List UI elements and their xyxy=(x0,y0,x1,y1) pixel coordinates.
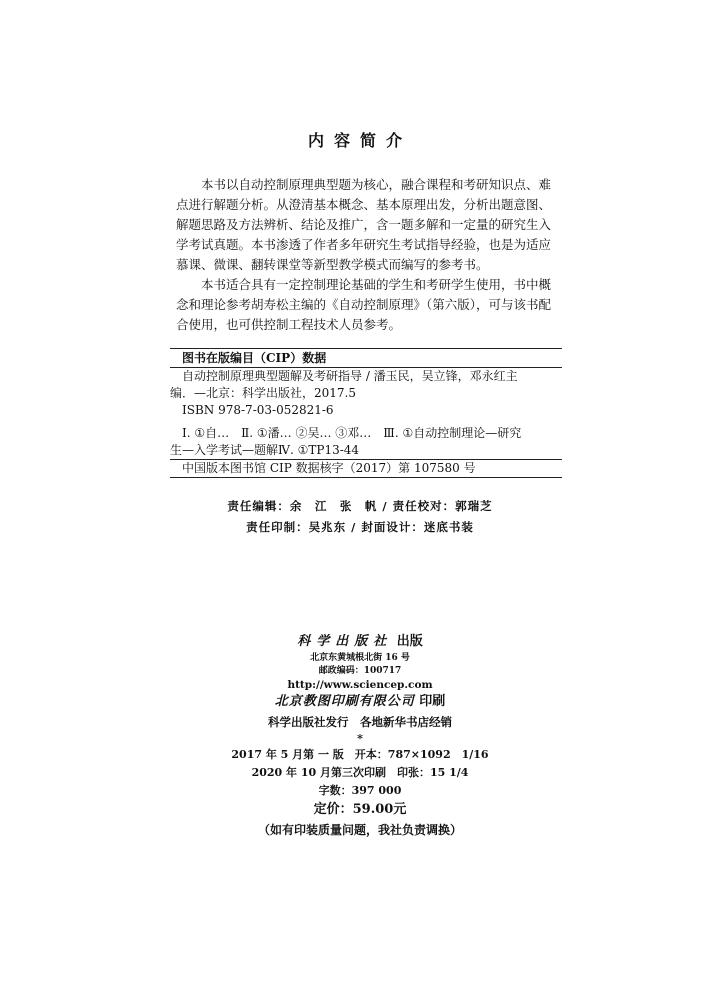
price: 定价：59.00元 xyxy=(313,802,407,817)
summary-body xyxy=(176,175,560,335)
publisher-name: 科学出版社 xyxy=(297,634,393,649)
publisher-line xyxy=(0,632,720,652)
cip-heading: 图书在版编目（CIP）数据 xyxy=(182,351,327,365)
cip-bottom-rule xyxy=(170,477,562,478)
publisher-address: 北京东黄城根北街 16 号 xyxy=(310,653,410,663)
printer-name: 北京教图印刷有限公司 xyxy=(274,694,415,709)
edition-line: 2017 年 5 月第 一 版 开本：787×1092 1/16 xyxy=(231,748,489,761)
cip-block xyxy=(170,348,562,478)
credits-block xyxy=(0,496,720,538)
cip-classification-line-1: Ⅰ. ①自… Ⅱ. ①潘… ②吴… ③邓… Ⅲ. ①自动控制理论—研究 xyxy=(182,426,522,440)
cip-entry-line-1: 自动控制原理典型题解及考研指导 / 潘玉民，吴立锋，邓永红主 xyxy=(182,369,518,383)
credits-production: 责任印制：吴兆东 / 封面设计：迷底书装 xyxy=(246,520,474,534)
publisher-role: 出版 xyxy=(396,634,423,649)
summary-paragraph-1: 本书以自动控制原理典型题为核心，融合课程和考研知识点、难点进行解题分析。从澄清基本概念、基本原理出发，分析出题意图、解题思路及方法辨析、结论及推广，含一题多解和一定量的研究生入学考试真题。本书渗透了作者多年研究生考试指导经验，也是为适应慕课、微课、翻转课堂等新型教学模式而编写的参考书。 xyxy=(176,177,552,272)
separator-star: * xyxy=(357,732,363,745)
distribution-line: 科学出版社发行 各地新华书店经销 xyxy=(268,715,452,729)
cip-verification: 中国版本图书馆 CIP 数据核字（2017）第 107580 号 xyxy=(182,461,476,475)
summary-title: 内容简介 xyxy=(307,131,412,150)
word-count: 字数：397 000 xyxy=(318,784,402,797)
printer-line xyxy=(0,692,720,712)
cip-isbn: ISBN 978-7-03-052821-6 xyxy=(182,403,334,417)
publication-block xyxy=(0,632,720,840)
printer-role: 印刷 xyxy=(419,694,446,709)
credits-editors: 责任编辑：余 江 张 帆 / 责任校对：郭瑞芝 xyxy=(227,499,493,513)
cip-classification-line-2: 生—入学考试—题解Ⅳ. ①TP13-44 xyxy=(170,443,360,457)
quality-notice: （如有印装质量问题，我社负责调换） xyxy=(257,823,462,837)
publisher-website: http://www.sciencep.com xyxy=(287,679,433,691)
printing-line: 2020 年 10 月第三次印刷 印张：15 1/4 xyxy=(251,766,469,779)
cip-entry-line-2: 编．—北京：科学出版社，2017.5 xyxy=(170,386,356,400)
publisher-postcode: 邮政编码：100717 xyxy=(318,666,402,676)
summary-paragraph-2: 本书适合具有一定控制理论基础的学生和考研学生使用，书中概念和理论参考胡寿松主编的《自动控制原理》（第六版），可与该书配合使用，也可供控制工程技术人员参考。 xyxy=(176,277,552,332)
